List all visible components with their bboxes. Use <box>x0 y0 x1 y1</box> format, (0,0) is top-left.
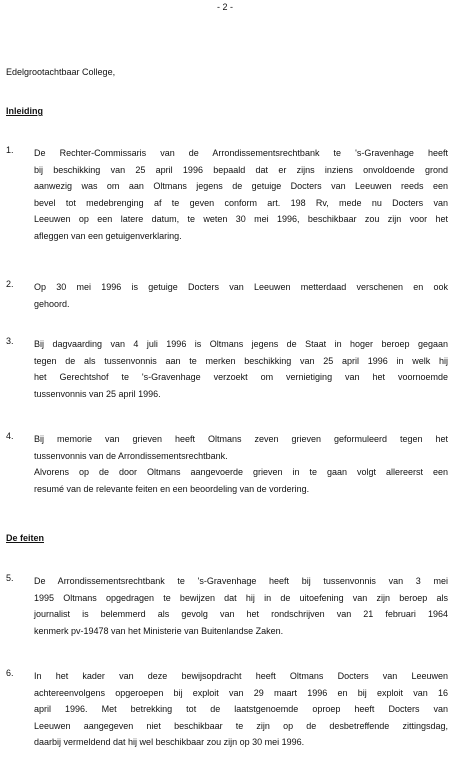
salutation: Edelgrootachtbaar College, <box>6 67 116 77</box>
paragraph-line: Op 30 mei 1996 is getuige Docters van Leeuwen metterdaad verschenen en ook <box>34 282 448 292</box>
paragraph-line: 1995 Oltmans opgedragen te bewijzen dat hij in de uitoefening van zijn beroep als <box>34 592 448 603</box>
paragraph-4 <box>6 431 448 497</box>
paragraph-line: De Arrondissementsrechtbank te 's-Gravenhage heeft bij tussenvonnis van 3 mei <box>34 576 448 586</box>
paragraph-line: bij beschikking van 25 april 1996 bepaald dat er zijns inziens onvoldoende grond <box>34 164 448 175</box>
paragraph-line: Bij dagvaarding van 4 juli 1996 is Oltmans jegens de Staat in hoger beroep gegaan <box>34 339 448 349</box>
paragraph-number: 3. <box>6 336 14 346</box>
paragraph-line: kenmerk pv-19478 van het Ministerie van Buitenlandse Zaken. <box>34 625 284 636</box>
page-number: - 2 - <box>216 2 233 12</box>
paragraph-line: Leeuwen aangegeven niet beschikbaar te zijn op de desbetreffende zittingsdag, <box>34 720 448 731</box>
paragraph-number: 5. <box>6 573 14 583</box>
paragraph-5 <box>6 573 448 639</box>
paragraph-1 <box>6 145 448 244</box>
paragraph-number: 6. <box>6 668 14 678</box>
paragraph-number: 2. <box>6 279 14 289</box>
paragraph-line: aanwezig was om aan Oltmans jegens de getuige Docters van Leeuwen reeds een <box>34 181 448 191</box>
paragraph-line: journalist is belemmerd als gevolg van het rondschrijven van 21 februari 1964 <box>34 609 448 619</box>
paragraph-3 <box>6 336 448 402</box>
paragraph-line: De Rechter-Commissaris van de Arrondissementsrechtbank te 's-Gravenhage heeft <box>34 148 448 158</box>
paragraph-line: april 1996. Met betrekking tot de laatstgenoemde oproep heeft Docters van <box>34 704 448 714</box>
paragraph-line: tussenvonnis van 25 april 1996. <box>34 388 161 399</box>
paragraph-line: In het kader van deze bewijsopdracht heeft Oltmans Docters van Leeuwen <box>34 671 448 681</box>
paragraph-line: gehoord. <box>34 298 70 309</box>
paragraph-line: daarbij vermeldend dat hij wel beschikbaar zou zijn op 30 mei 1996. <box>34 737 305 747</box>
paragraph-2 <box>6 279 448 312</box>
heading-de-feiten: De feiten <box>6 533 45 543</box>
paragraph-line: Bij memorie van grieven heeft Oltmans zeven grieven geformuleerd tegen het <box>34 434 448 444</box>
paragraph-number: 4. <box>6 431 14 441</box>
paragraph-line: afleggen van een getuigenverklaring. <box>34 230 182 241</box>
heading-inleiding: Inleiding <box>6 106 43 116</box>
paragraph-line: het Gerechtshof te 's-Gravenhage verzoekt om vernietiging van het voornoemde <box>34 372 448 382</box>
paragraph-line: tegen de als tussenvonnis aan te merken beschikking van 25 april 1996 in welk hij <box>34 355 448 366</box>
paragraph-6 <box>6 668 448 751</box>
paragraph-line: achtereenvolgens opgeroepen bij exploit van 29 maart 1996 en bij exploit van 16 <box>34 687 448 698</box>
paragraph-line: resumé van de relevante feiten en een beoordeling van de vordering. <box>34 483 310 494</box>
paragraph-line: tussenvonnis van de Arrondissementsrechtbank. <box>34 450 228 461</box>
paragraph-line: Leeuwen op een latere datum, te weten 30 mei 1996, beschikbaar zou zijn voor het <box>34 214 448 224</box>
paragraph-line: bevel tot medebrenging af te geven conform art. 198 Rv, mede nu Docters van <box>34 197 448 208</box>
paragraph-line: Alvorens op de door Oltmans aangevoerde grieven in te gaan volgt allereerst een <box>34 467 448 477</box>
paragraph-number: 1. <box>6 145 14 155</box>
